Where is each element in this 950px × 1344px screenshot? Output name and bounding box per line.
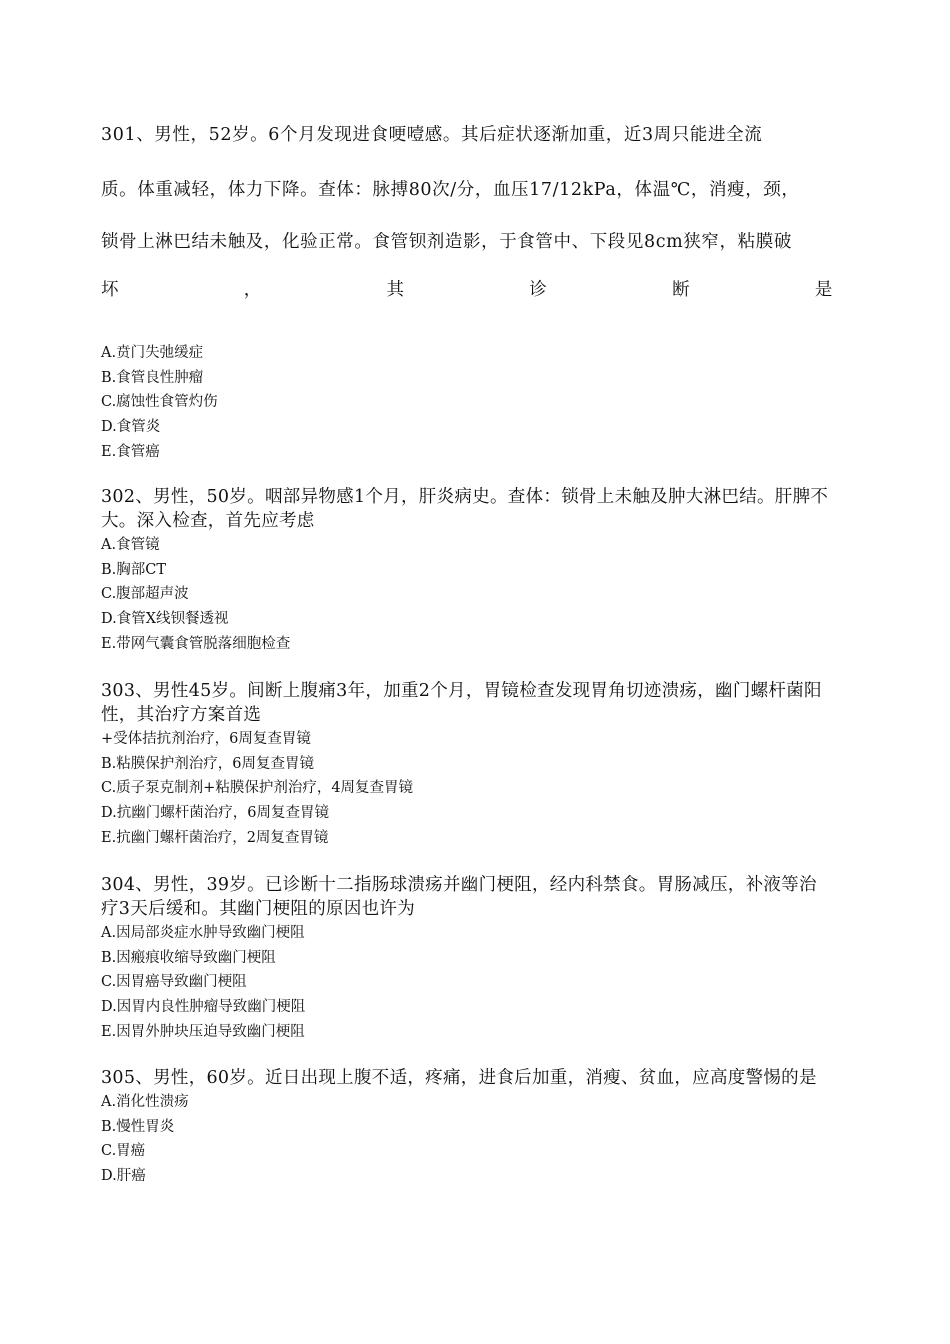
stem-word: 是 bbox=[814, 280, 833, 300]
option-b: B.食管良性肿瘤 bbox=[101, 369, 204, 386]
option-a: +受体拮抗剂治疗，6周复查胃镜 bbox=[101, 731, 311, 747]
option-list bbox=[101, 341, 833, 465]
option-a: A.消化性溃疡 bbox=[101, 1094, 189, 1110]
option-a: A.因局部炎症水肿导致幽门梗阻 bbox=[101, 925, 305, 941]
question-stem: 303、男性45岁。间断上腹痛3年，加重2个月，胃镜检查发现胃角切迹溃疡，幽门螺杆菌阳性，其治疗方案首选 bbox=[101, 681, 822, 725]
option-d: D.抗幽门螺杆菌治疗，6周复查胃镜 bbox=[101, 805, 329, 822]
option-e: E.因胃外肿块压迫导致幽门梗阻 bbox=[101, 1023, 305, 1040]
question-stem-line: 锁骨上淋巴结未触及，化验正常。食管钡剂造影，于食管中、下段见8cm狭窄，粘膜破 bbox=[101, 232, 792, 252]
option-d: D.肝癌 bbox=[101, 1168, 146, 1185]
question-304 bbox=[101, 873, 833, 1045]
option-d: D.因胃内良性肿瘤导致幽门梗阻 bbox=[101, 999, 306, 1016]
question-303 bbox=[101, 679, 833, 851]
stem-word: 其 bbox=[386, 280, 405, 300]
stem-word: ， bbox=[243, 280, 262, 300]
option-c: C.胃癌 bbox=[101, 1143, 146, 1160]
option-e: E.抗幽门螺杆菌治疗，2周复查胃镜 bbox=[101, 829, 329, 846]
question-stem: 302、男性，50岁。咽部异物感1个月，肝炎病史。查体：锁骨上未触及肿大淋巴结。肝脾不大。深入检查，首先应考虑 bbox=[101, 487, 829, 531]
stem-word: 诊 bbox=[529, 280, 548, 300]
option-e: E.带网气囊食管脱落细胞检查 bbox=[101, 635, 291, 652]
option-c: C.因胃癌导致幽门梗阻 bbox=[101, 974, 247, 991]
option-c: C.腹部超声波 bbox=[101, 586, 189, 603]
question-stem-line: 301、男性，52岁。6个月发现进食哽噎感。其后症状逐渐加重，近3周只能进全流 bbox=[101, 125, 763, 145]
option-e: E.食管癌 bbox=[101, 443, 160, 460]
option-d: D.食管X线钡餐透视 bbox=[101, 611, 229, 628]
option-a: A.贲门失弛缓症 bbox=[101, 345, 204, 361]
stem-word: 坏 bbox=[101, 280, 120, 300]
question-stem: 304、男性，39岁。已诊断十二指肠球溃疡并幽门梗阻，经内科禁食。胃肠减压，补液等治疗3天后缓和。其幽门梗阻的原因也许为 bbox=[101, 875, 817, 919]
option-b: B.慢性胃炎 bbox=[101, 1118, 175, 1135]
question-305 bbox=[101, 1066, 833, 1189]
option-b: B.粘膜保护剂治疗，6周复查胃镜 bbox=[101, 755, 314, 772]
option-d: D.食管炎 bbox=[101, 419, 161, 436]
option-b: B.胸部CT bbox=[101, 561, 167, 578]
stem-word: 断 bbox=[672, 280, 691, 300]
question-stem: 305、男性，60岁。近日出现上腹不适，疼痛，进食后加重，消瘦、贫血，应高度警惕的是 bbox=[101, 1068, 817, 1088]
question-302 bbox=[101, 485, 833, 657]
question-stem-line: 质。体重减轻，体力下降。查体：脉搏80次/分，血压17/12kPa，体温℃，消瘦，颈， bbox=[101, 180, 800, 200]
question-stem-last-line bbox=[101, 276, 833, 301]
option-c: C.质子泵克制剂+粘膜保护剂治疗，4周复查胃镜 bbox=[101, 780, 414, 797]
option-c: C.腐蚀性食管灼伤 bbox=[101, 394, 218, 411]
option-a: A.食管镜 bbox=[101, 537, 160, 553]
option-b: B.因瘢痕收缩导致幽门梗阻 bbox=[101, 949, 276, 966]
